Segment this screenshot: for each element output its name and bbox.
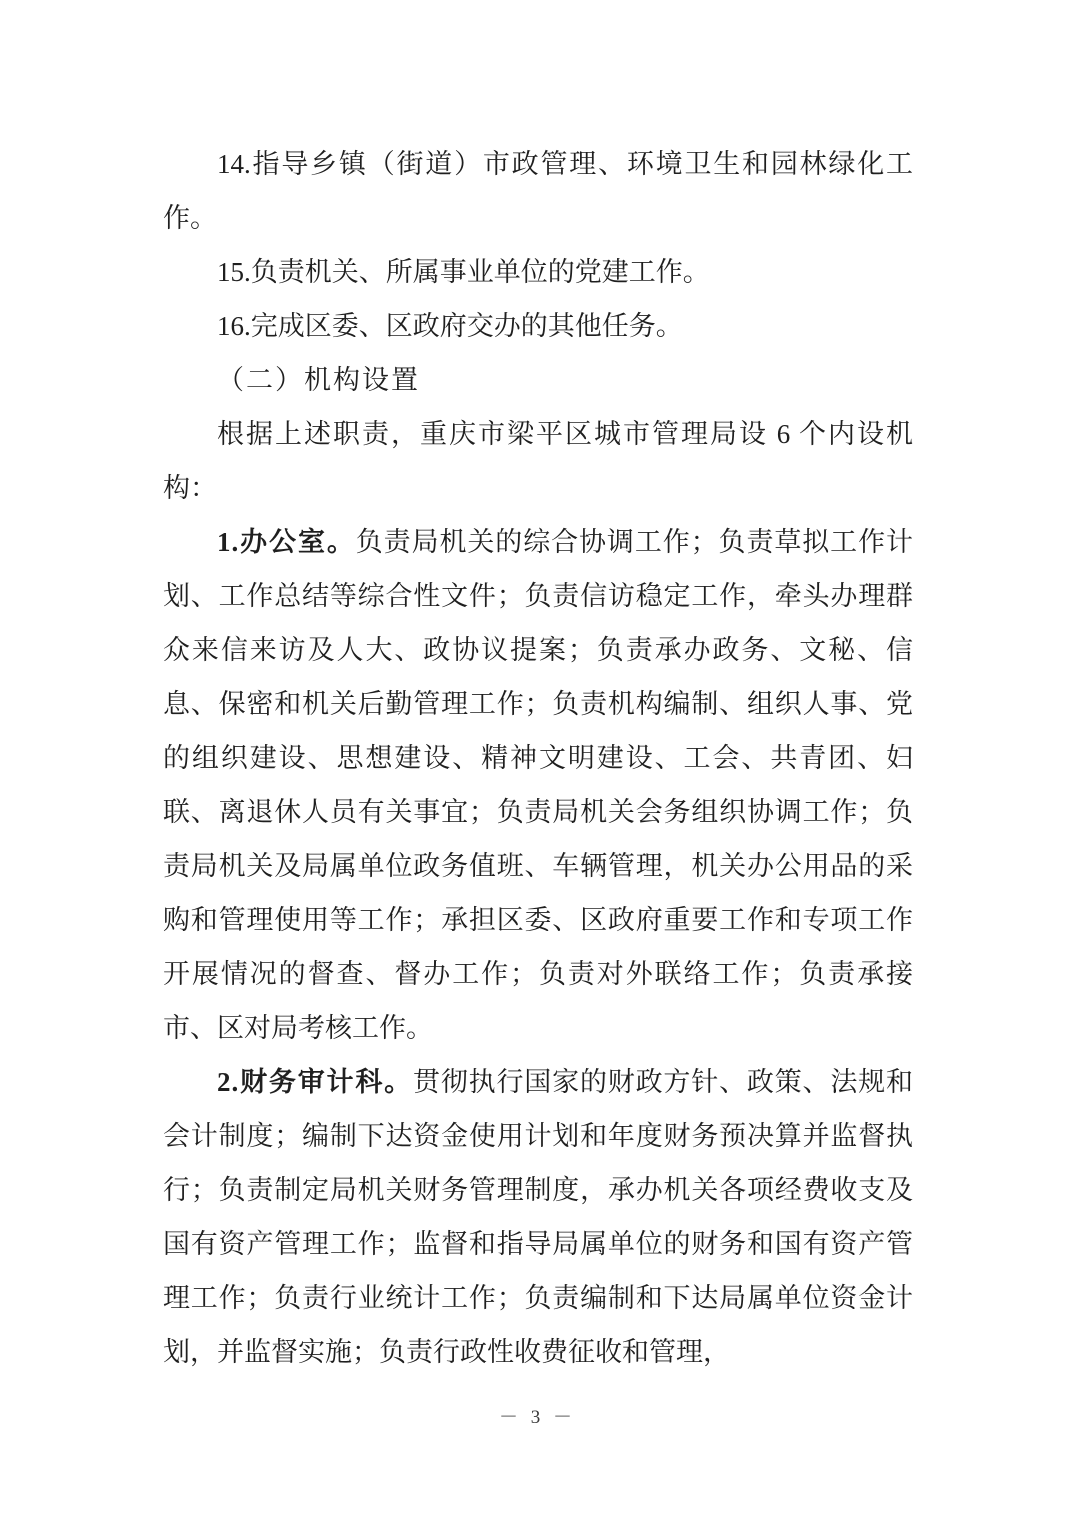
paragraph-text: 负责局机关的综合协调工作；负责草拟工作计划、工作总结等综合性文件；负责信访稳定工作，牵头办理群众来信来访及人大、政协议提案；负责承办政务、文秘、信息、保密和机关后勤管理工作；负责机构编制、组织人事、党的组织建设、思想建设、精神文明建设、工会、共青团、妇联、离退休人员有关事宜；负责局机关会务组织协调工作；负责局机关及局属单位政务值班、车辆管理，机关办公用品的采购和管理使用等工作；承担区委、区政府重要工作和专项工作开展情况的督查、督办工作；负责对外联络工作；负责承接市、区对局考核工作。	[163, 527, 913, 1043]
paragraph-text: 16.完成区委、区政府交办的其他任务。	[217, 311, 683, 341]
paragraph-text: 根据上述职责，重庆市梁平区城市管理局设 6 个内设机构：	[163, 419, 913, 503]
section-heading-organization-setup	[163, 353, 913, 407]
page-footer	[0, 1402, 1075, 1429]
paragraph-item-14	[163, 137, 913, 245]
paragraph-finance-audit-division	[163, 1055, 913, 1379]
paragraph-item-15	[163, 245, 913, 299]
paragraph-intro	[163, 407, 913, 515]
paragraph-text: 15.负责机关、所属事业单位的党建工作。	[217, 257, 710, 287]
page-number: － 3 －	[498, 1407, 576, 1428]
paragraph-item-16	[163, 299, 913, 353]
paragraph-text: 14.指导乡镇（街道）市政管理、环境卫生和园林绿化工作。	[163, 149, 913, 233]
document-body	[163, 137, 913, 1379]
paragraph-office-division	[163, 515, 913, 1055]
division-name-finance-audit: 2.财务审计科。	[217, 1067, 414, 1097]
division-name-office: 1.办公室。	[217, 527, 356, 557]
heading-text: （二）机构设置	[217, 365, 420, 395]
paragraph-text: 贯彻执行国家的财政方针、政策、法规和会计制度；编制下达资金使用计划和年度财务预决算并监督执行；负责制定局机关财务管理制度，承办机关各项经费收支及国有资产管理工作；监督和指导局属单位的财务和国有资产管理工作；负责行业统计工作；负责编制和下达局属单位资金计划，并监督实施；负责行政性收费征收和管理，	[163, 1067, 914, 1367]
